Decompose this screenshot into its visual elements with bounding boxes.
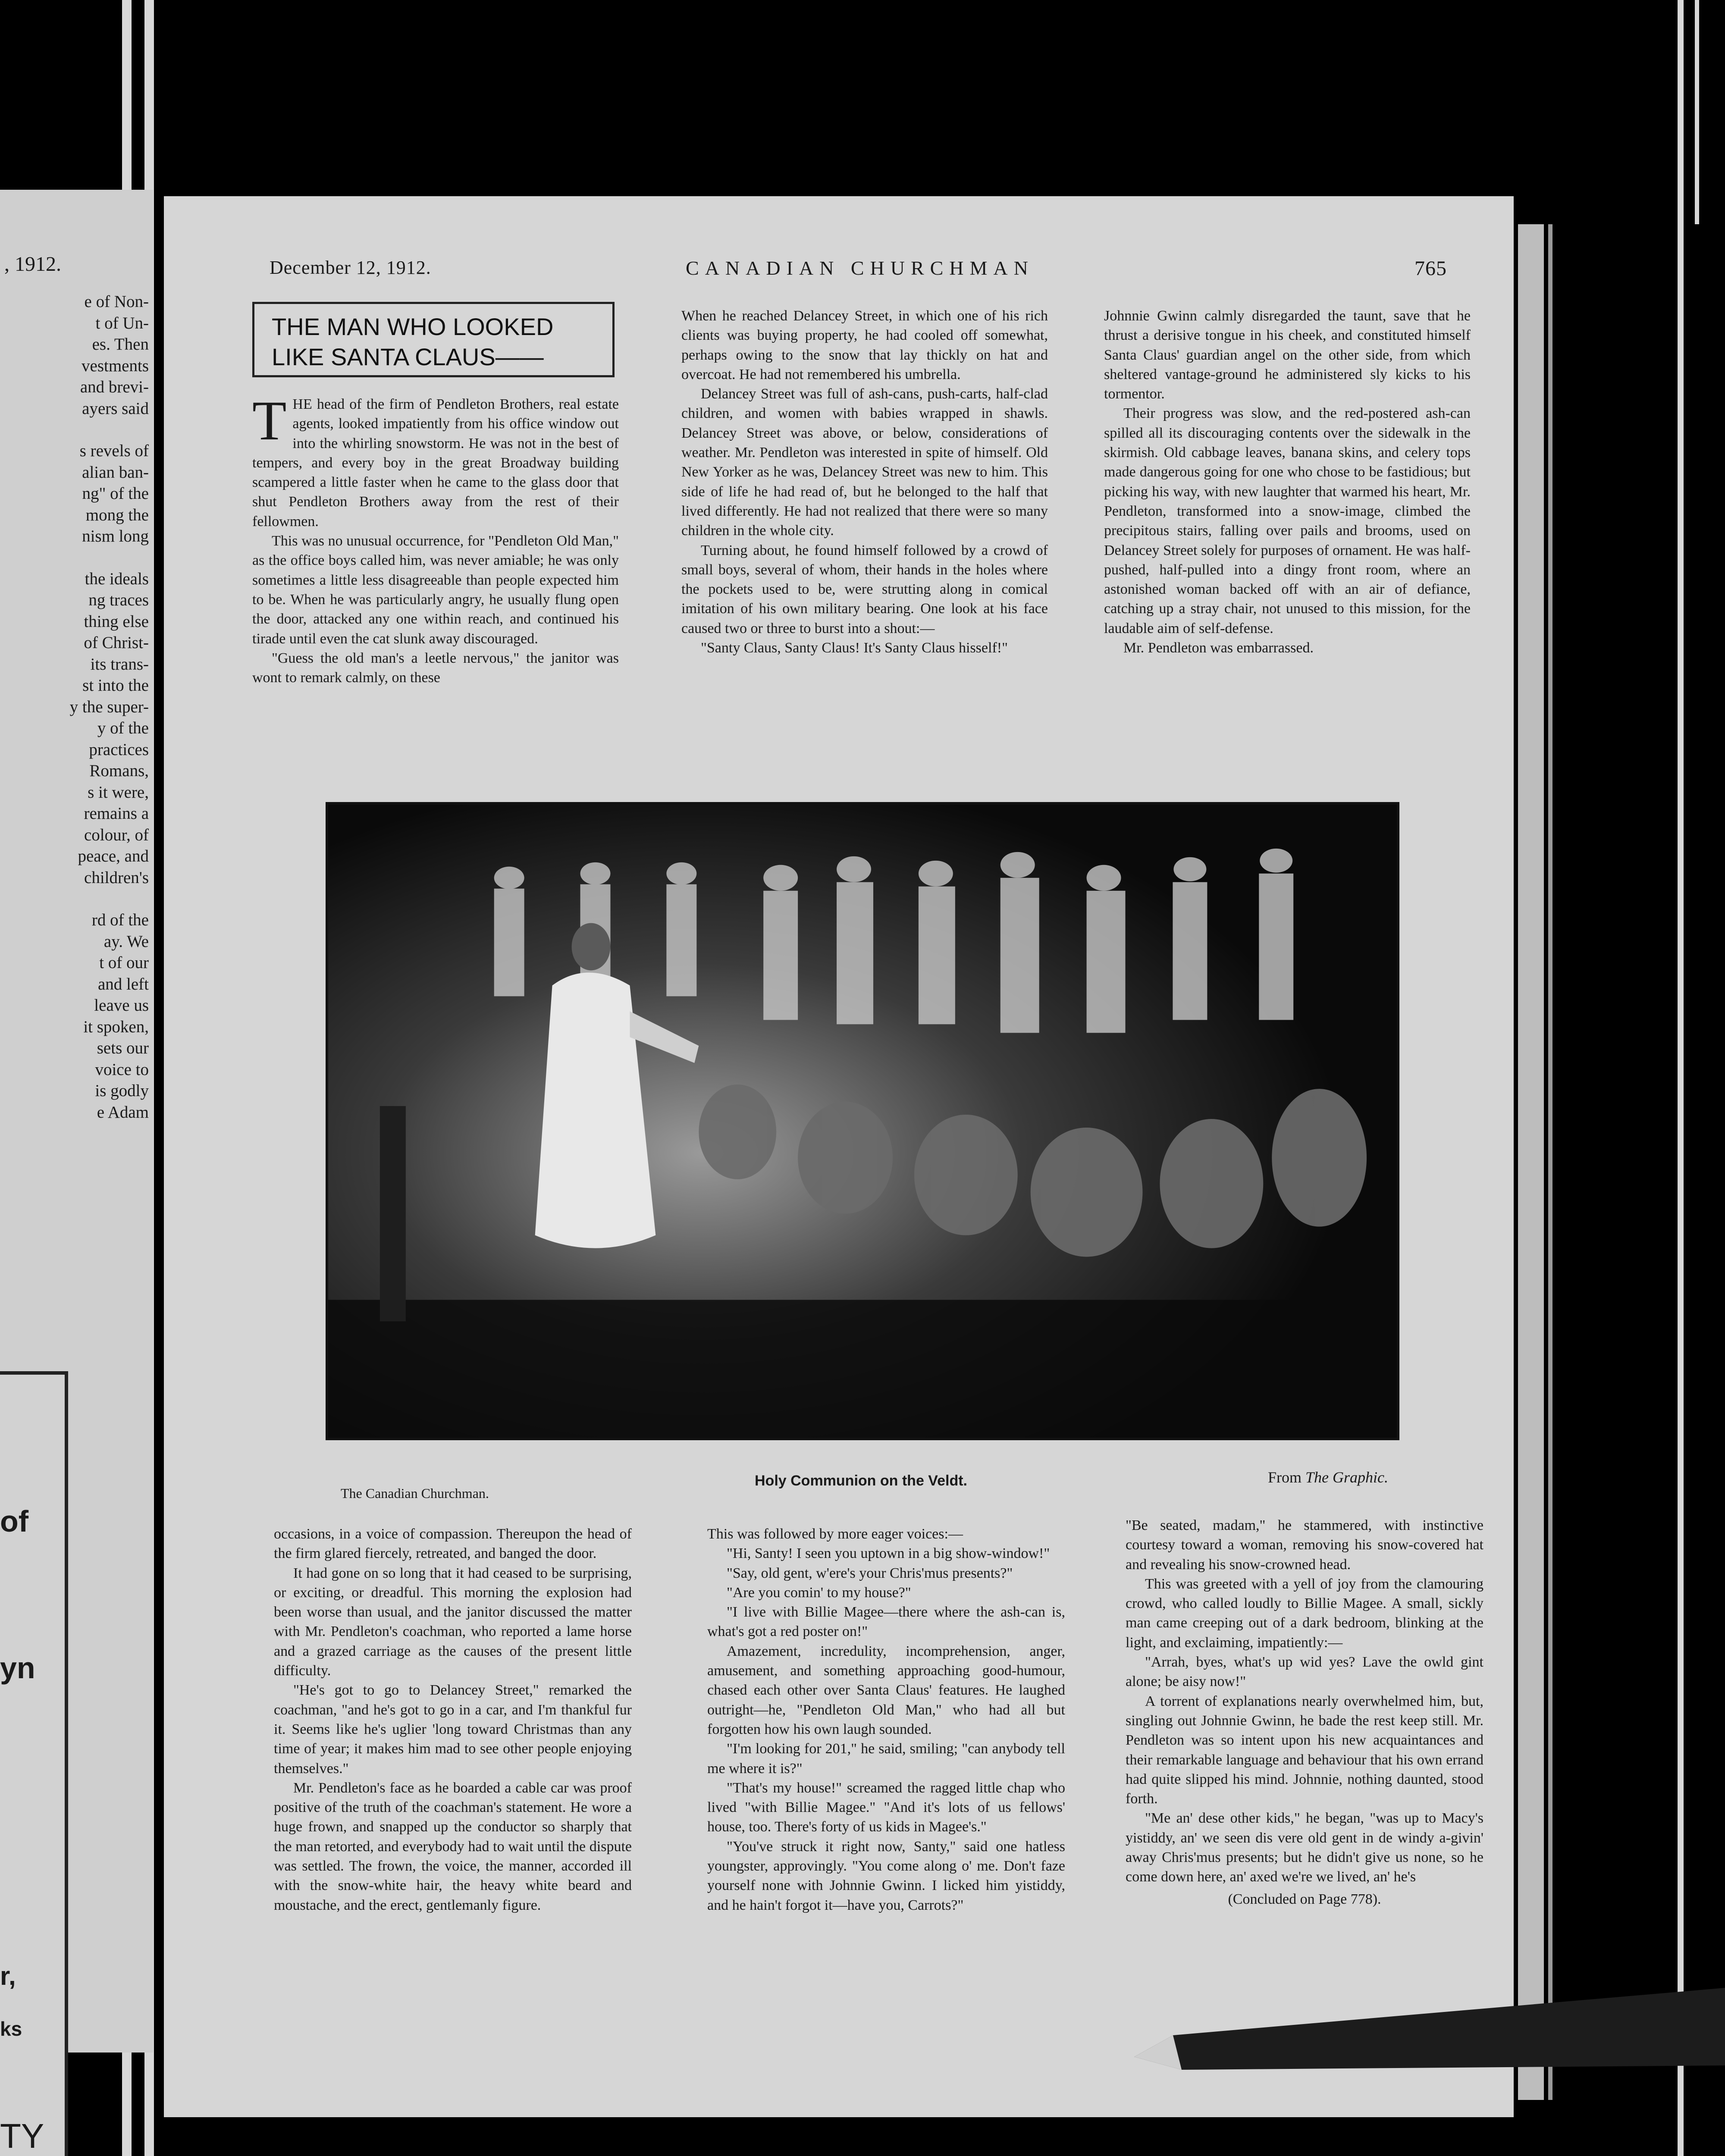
left-page-line: its trans- [90,655,149,674]
left-page-line: of Christ- [84,633,149,652]
left-page-line: s revels of [79,442,149,460]
paragraph: When he reached Delancey Street, in which one of his rich clients was buying property, he had cooled off somewhat, perhaps owing to the snow that lay thickly on hat and overcoat. He had not remembered his umbrella. [681,308,1048,382]
ad-fragment-ks: ks [0,2018,22,2040]
paragraph: "Guess the old man's a leetle nervous," the janitor was wont to remark calmly, on these [252,650,619,686]
paragraph: Turning about, he found himself followed by a crowd of small boys, several of whom, their hands in the holes where the pockets used to be, were strutting along in comical imitation of his own military bearing. One look at his face caused two or three to burst into a shout:— [681,542,1048,636]
left-page-line: mong the [85,505,149,524]
ad-fragment-ty: TY [0,2117,44,2155]
paragraph: "Are you comin' to my house?" [727,1584,911,1601]
source-name: The Graphic. [1305,1469,1389,1486]
left-page-line: y the super- [69,697,149,716]
article-title-box [252,302,615,377]
illustration-artwork [328,805,1397,1438]
left-page-line: colour, of [84,825,149,844]
paragraph: "You've struck it right now, Santy," said one hatless youngster, approvingly. "You come along o' me. Don't faze yourself none with Johnnie Gwinn. I licked him yistiddy, and he hain't forgot it—have you, Carrots?" [707,1838,1065,1913]
article-title-line1: THE MAN WHO LOOKED [272,313,554,340]
page-edge-stack [1518,224,1544,2100]
source-prefix: From [1268,1469,1306,1486]
paragraph: "He's got to go to Delancey Street," remarked the coachman, "and he's got to go in a car, and I'm thankful fur it. Seems like he's uglier 'long toward Christmas than any time of year; it makes him mad to see other people enjoying themselves." [274,1682,632,1777]
paragraph: "I live with Billie Magee—there where the ash-can is, what's got a red poster on!" [707,1604,1065,1640]
left-page-line: t of our [99,953,149,972]
right-scanner-edge [1678,0,1684,2156]
left-page-line: thing else [84,612,149,631]
illustration-credit-left: The Canadian Churchman. [341,1485,489,1501]
left-page-line: children's [84,868,149,887]
line-gap [0,888,149,909]
left-page-fragment [0,190,153,2155]
paragraph: "That's my house!" screamed the ragged little chap who lived "with Billie Magee." "And it's lots of us fellows' house, too. There's forty of us kids in Magee's." [707,1780,1065,1835]
left-page-text-column [0,291,149,1123]
left-page-line: ng" of the [82,484,149,503]
left-page-line: ayers said [82,399,149,418]
left-page-line: s it were, [88,783,149,802]
left-page-line: y of the [97,719,149,737]
left-page-line: ng traces [88,591,149,609]
right-scanner-edge-2 [1695,0,1699,224]
left-page-line: and brevi- [80,378,149,396]
paragraph: Mr. Pendleton's face as he boarded a cable car was proof positive of the truth of the coachman's statement. He wore a huge frown, and snapped up the conductor so sharply that the man retorted, and everybody had to wait until the dispute was settled. The frown, the voice, the manner, accorded ill with the snow-white hair, the heavy white beard and moustache, and the erect, gentlemanly figure. [274,1780,632,1913]
continued-note: (Concluded on Page 778). [1228,1891,1381,1907]
left-page-line: and left [97,975,149,993]
paragraph: Mr. Pendleton was embarrassed. [1123,640,1314,656]
paragraph: occasions, in a voice of compassion. Thereupon the head of the firm glared fiercely, retreated, and banged the door. [274,1526,632,1562]
paragraph: "Me an' dese other kids," he began, "was up to Macy's yistiddy, an' we seen dis vere old gent in de windy a-givin' away Chris'mus presents; but he didn't give us none, so he come down here, an' axed we're we lived, an' he's [1126,1810,1484,1885]
column-2-bottom [707,1524,1065,1915]
page-edge-stack-2 [1548,224,1552,2100]
ad-fragment-of: of [0,1504,29,1538]
left-page-line: rd of the [91,911,149,929]
left-page-line: es. Then [92,335,149,354]
pen-object [1121,1984,1725,2070]
left-page-line: the ideals [85,569,149,588]
left-page-line: vestments [82,356,149,375]
paragraph: Amazement, incredulity, incomprehension, anger, amusement, and something approaching good-humour, chased each other over Santa Claus' features. He laughed outright—he, "Pendleton Old Man," who had all but forgotten how his own laugh sounded. [707,1643,1065,1737]
magazine-page [164,196,1514,2117]
paragraph: "Hi, Santy! I seen you uptown in a big show-window!" [727,1545,1050,1562]
header-page-number: 765 [1414,257,1447,280]
paragraph: Delancey Street was full of ash-cans, push-carts, half-clad children, and women with babies wrapped in shawls. Delancey Street was above, or below, considerations of weather. Mr. Pendleton was interested in spite of himself. Old New Yorker as he was, Delancey Street was new to him. This side of life he had read of, but he belonged to the half that lived differently. He had not realized that there were so many children in the whole city. [681,386,1048,539]
left-page-line: remains a [84,804,149,823]
paragraph: "Santy Claus, Santy Claus! It's Santy Claus hisself!" [701,640,1008,656]
left-page-line: alian ban- [82,463,149,482]
column-1-top [252,390,619,687]
ad-fragment-yn: yn [0,1651,35,1685]
article-title-line2: LIKE SANTA CLAUS—— [272,343,544,370]
illustration-holy-communion [326,802,1399,1440]
left-page-line: leave us [94,996,149,1015]
paragraph: HE head of the firm of Pendleton Brothers, real estate agents, looked impatiently from his office window out into the whirling snowstorm. He was not in the best of tempers, and every boy in the great Broadway building scampered a little faster when he came to the glass door that shut Pendleton Brothers away from the rest of their fellowmen. [252,396,619,530]
paragraph: This was followed by more eager voices:— [707,1526,963,1542]
left-page-date: , 1912. [4,253,61,276]
column-1-bottom [274,1524,632,1915]
paragraph: "I'm looking for 201," he said, smiling; "can anybody tell me where it is?" [707,1741,1065,1777]
column-2-top [681,306,1048,658]
illustration-source [1268,1468,1388,1486]
paragraph: "Say, old gent, w'ere's your Chris'mus presents?" [727,1565,1013,1581]
paragraph: It had gone on so long that it had ceased to be surprising, or exciting, or dreadful. This morning the explosion had been worse than usual, and the janitor discussed the matter with Mr. Pendleton's coachman, who reported a lame horse and a grazed carriage as the causes of the present little difficulty. [274,1565,632,1679]
left-page-line: voice to [95,1060,149,1079]
drop-cap: T [252,390,287,452]
column-3-top [1104,306,1471,658]
left-page-line: Romans, [89,761,149,780]
left-page-line: t of Un- [95,313,149,332]
left-page-line: e of Non- [84,292,149,311]
left-page-line: practices [89,740,149,759]
paragraph: "Be seated, madam," he stammered, with instinctive courtesy toward a woman, removing his snow-covered hat and revealing his snow-crowned head. [1126,1517,1484,1573]
column-3-bottom [1126,1516,1484,1909]
paragraph: Johnnie Gwinn calmly disregarded the taunt, save that he thrust a derisive tongue in his cheek, and constituted himself Santa Claus' guardian angel on the other side, from which sheltered vantage-ground he administered sly kicks to his tormentor. [1104,308,1471,402]
paragraph: A torrent of explanations nearly overwhelmed him, but, singling out Johnnie Gwinn, he bade the rest keep still. Mr. Pendleton was so intent upon his new acquaintances and their remarkable language and behaviour that his own errand had quite slipped his mind. Johnnie, nothing daunted, stood forth. [1126,1693,1484,1807]
paragraph: "Arrah, byes, what's up wid yes? Lave the owld gint alone; be aisy now!" [1126,1654,1484,1690]
header-date: December 12, 1912. [270,257,431,278]
paragraph: This was greeted with a yell of joy from the clamouring crowd, who called loudly to Billie Magee. A small, sickly man came creeping out of a dark bedroom, blinking at the light, and exclaiming, impatiently:— [1126,1576,1484,1651]
line-gap [0,419,149,440]
paragraph: This was no unusual occurrence, for "Pendleton Old Man," as the office boys called him, was never amiable; he was only sometimes a little less disagreeable than people expected him to be. When he was particularly angry, he usually flung open the door, attacked any one within reach, and continued his tirade until even the cat slunk away discouraged. [252,533,619,647]
left-page-line: st into the [82,676,149,695]
left-page-advertisement [0,1371,68,2156]
left-page-line: ay. We [104,932,149,951]
left-page-line: peace, and [78,847,149,865]
left-page-line: nism long [82,527,149,545]
line-gap [0,547,149,568]
illustration-caption: Holy Communion on the Veldt. [755,1473,967,1489]
left-page-line: is godly [95,1081,149,1100]
header-publication: CANADIAN CHURCHMAN [686,257,1034,279]
paragraph: Their progress was slow, and the red-postered ash-can spilled all its discouraging contents over the sidewalk in the skirmish. Old cabbage leaves, banana skins, and celery tops made dangerous going for one who chose to be fastidious; but picking his way, with new laughter that warmed his heart, Mr. Pendleton, transformed into a snow-image, climbed the precipitous stairs, falling over pails and brooms, used on Delancey Street solely for purposes of ornament. He was half-pushed, half-pulled into a dingy front room, where an astonished woman backed off with an air of defiance, catching up a stray chair, not unused to this mission, for the laudable aim of self-defense. [1104,405,1471,636]
ad-fragment-r: r, [0,1962,16,1990]
left-page-line: e Adam [97,1103,149,1122]
left-page-line: sets our [97,1039,149,1057]
left-page-line: it spoken, [83,1017,149,1036]
